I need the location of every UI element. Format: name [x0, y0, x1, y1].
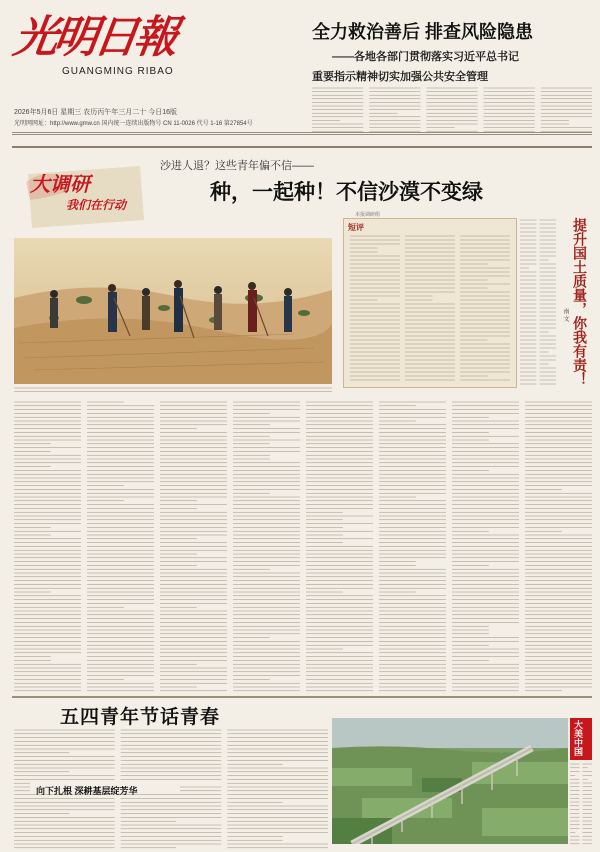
photo-caption — [14, 386, 332, 394]
desert-planting-photo — [14, 238, 332, 384]
top-story-text — [312, 86, 592, 132]
lead-title: 种，一起种！不信沙漠不变绿 — [210, 181, 483, 204]
bottom-divider — [12, 696, 592, 698]
tag-title: 大调研 — [30, 174, 90, 196]
masthead-divider — [12, 132, 592, 133]
commentary-author: 南 文 — [562, 308, 568, 322]
commentary-column — [560, 218, 590, 388]
lead-byline: 本报调研组 — [355, 212, 381, 218]
top-story-subhead-2: 重要指示精神切实加强公共安全管理 — [312, 71, 488, 83]
logo-pinyin: GUANGMING RIBAO — [62, 66, 174, 77]
lead-body-text — [14, 400, 592, 692]
dateline: 2026年5月6日 星期三 农历丙午年三月二十 今日16版 — [14, 109, 177, 116]
top-story-headline: 全力救治善后 排查风险隐患 — [312, 22, 533, 42]
masthead-divider-2 — [12, 134, 592, 135]
short-commentary-text — [350, 234, 510, 384]
railway-bridge-photo — [332, 718, 568, 844]
lead-kicker: 沙进人退？这些青年偏不信—— — [160, 160, 314, 172]
commentary-title: 提升国土质量，你我有责！ — [572, 218, 588, 386]
bottom-title: 五四青年节话青春 — [60, 707, 221, 728]
commentary-body-text — [520, 218, 556, 388]
tag-subtitle: 我们在行动 — [66, 198, 127, 212]
newspaper-logo: 光明日報 — [10, 12, 178, 63]
beautiful-china-label: 大美中国 — [573, 720, 583, 756]
beautiful-china-caption — [570, 762, 592, 846]
short-commentary-label: 短评 — [348, 223, 364, 232]
bottom-subhead: 向下扎根 深耕基层绽芳华 — [36, 786, 138, 796]
top-story-subhead-1: ——各地各部门贯彻落实习近平总书记 — [332, 51, 519, 63]
publication-info: 光明网网址：http://www.gmw.cn 国内统一连续出版物号 CN 11-0026 代号 1-16 第27854号 — [14, 121, 253, 127]
top-story — [312, 18, 592, 84]
